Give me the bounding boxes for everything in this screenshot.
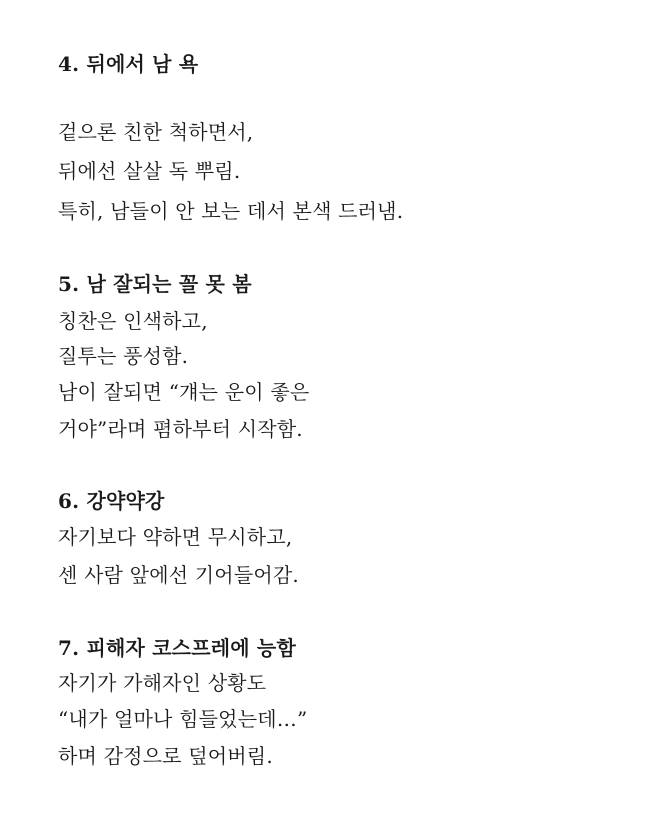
- section-6-heading: 6. 강약약강: [58, 489, 165, 513]
- section-4-line-2: 뒤에선 살살 독 뿌림.: [58, 159, 241, 183]
- section-5-line-2: 질투는 풍성함.: [58, 344, 189, 368]
- section-5-line-3: 남이 잘되면 “걔는 운이 좋은: [58, 380, 310, 404]
- section-4-line-3: 특히, 남들이 안 보는 데서 본색 드러냄.: [58, 199, 404, 223]
- section-4-line-1: 겉으론 친한 척하면서,: [58, 120, 254, 144]
- section-7-line-2: “내가 얼마나 힘들었는데…”: [58, 707, 308, 731]
- section-7-heading: 7. 피해자 코스프레에 능함: [58, 636, 296, 660]
- section-5-line-4: 거야”라며 폄하부터 시작함.: [58, 417, 303, 441]
- section-5-line-1: 칭찬은 인색하고,: [58, 309, 208, 333]
- section-4-heading: 4. 뒤에서 남 욕: [58, 52, 199, 76]
- section-5-heading: 5. 남 잘되는 꼴 못 봄: [58, 272, 252, 296]
- section-7-line-1: 자기가 가해자인 상황도: [58, 671, 267, 695]
- section-7-line-3: 하며 감정으로 덮어버림.: [58, 744, 273, 768]
- section-6-line-2: 센 사람 앞에선 기어들어감.: [58, 563, 299, 587]
- section-6-line-1: 자기보다 약하면 무시하고,: [58, 525, 293, 549]
